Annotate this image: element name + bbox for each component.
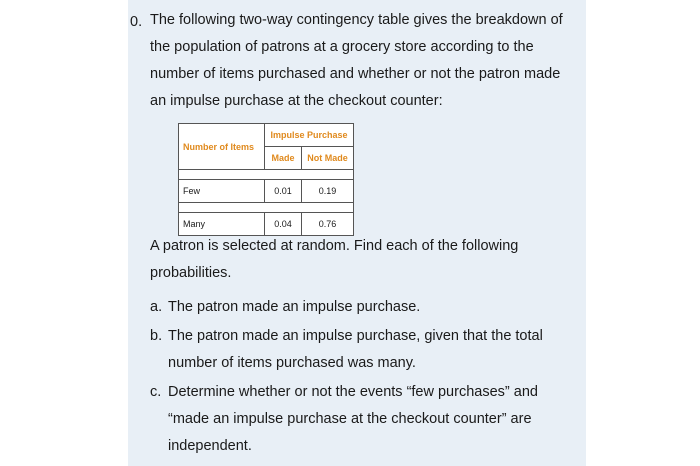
table-row [179,180,354,203]
part-text: The patron made an impulse purchase, given that the total number of items purchased was many. [168,328,543,371]
table-spacer-row [179,203,354,213]
part-text: Determine whether or not the events “few purchases” and “made an impulse purchase at the checkout counter” are independent. [168,384,538,454]
list-item [150,323,580,377]
part-marker: b. [150,328,163,344]
question-prompt: A patron is selected at random. Find each of the following probabilities. [150,238,519,281]
table-spacer-row [179,170,354,180]
cell-many-not-made: 0.76 [302,213,354,236]
cell-few-not-made: 0.19 [302,180,354,203]
list-item [150,294,580,321]
row-label-many: Many [179,213,265,236]
contingency-table [178,123,354,236]
col-header-not-made: Not Made [302,147,354,170]
question-parts-list [150,294,580,462]
cell-few-made: 0.01 [265,180,302,203]
cell-many-made: 0.04 [265,213,302,236]
question-number: 0. [130,14,143,30]
part-text: The patron made an impulse purchase. [168,299,421,315]
col-header-made: Made [265,147,302,170]
col-group-header-cell: Impulse Purchase [265,124,354,147]
part-marker: c. [150,384,162,400]
row-header-cell: Number of Items [179,124,265,170]
row-label-few: Few [179,180,265,203]
question-intro: The following two-way contingency table gives the breakdown of the population of patrons at a grocery store according to the number of items purchased and whether or not the patron made an impulse purchase at the checkout counter: [150,12,563,109]
list-item [150,379,580,460]
part-marker: a. [150,299,163,315]
